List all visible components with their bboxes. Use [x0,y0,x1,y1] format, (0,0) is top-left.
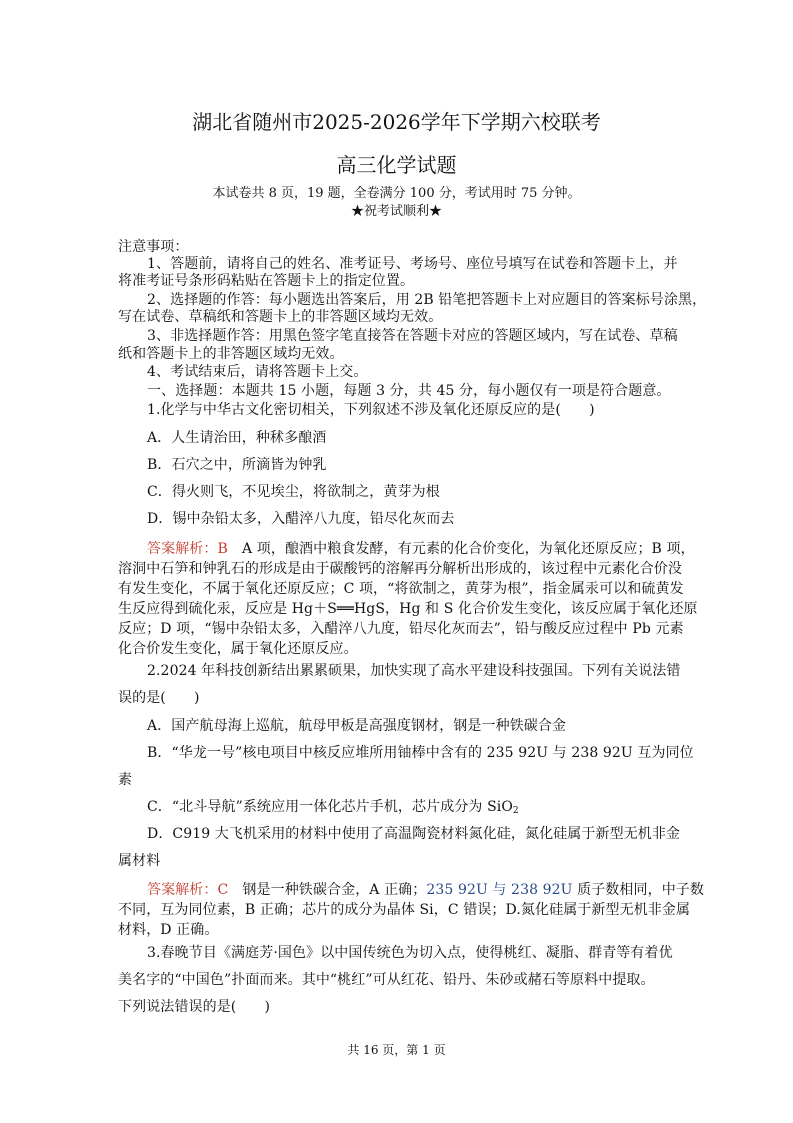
q3-stem-3: 下列说法错误的是( ) [118,999,271,1015]
q1-answer-line-1 [147,538,695,558]
exam-info: 本试卷共 8 页，19 题，全卷满分 100 分，考试用时 75 分钟。 [212,186,581,201]
note-3b: 纸和答题卡上的非答题区域均无效。 [118,346,344,362]
q2-answer-isotopes: 235 92U 与 238 92U [426,882,573,898]
q2-option-c [147,796,519,816]
q2-stem-2: 误的是( ) [118,690,200,706]
q3-stem-1: 3.春晚节目《满庭芳·国色》以中国传统色为切入点，使得桃红、凝脂、群青等有着优 [147,945,673,961]
q1-answer-line-5: 反应；D 项，“锡中杂铅太多，入醋淬八九度，铅尽化灰而去”，铅与酸反应过程中 Pb 元素 [118,621,684,637]
q2-answer-label: 答案解析：C [147,882,229,898]
section-heading: 一、选择题：本题共 15 小题，每题 3 分，共 45 分，每小题仅有一项是符合题意。 [147,383,671,399]
q2-option-a: A．国产航母海上巡航，航母甲板是高强度钢材，钢是一种铁碳合金 [147,718,567,734]
q1-answer-line-4: 生反应得到硫化汞，反应是 Hg＋S══HgS，Hg 和 S 化合价发生变化，该反应属于氧化还原 [118,601,698,617]
page-footer: 共 16 页，第 1 页 [347,1043,446,1057]
notes-heading: 注意事项： [118,239,189,255]
q2-option-b-2: 素 [118,772,133,788]
q1-answer-text-1: A 项，酿酒中粮食发酵，有元素的化合价变化，为氧化还原反应；B 项， [227,541,695,557]
note-1a: 1、答题前，请将自己的姓名、准考证号、考场号、座位号填写在试卷和答题卡上，并 [147,256,678,272]
q2-answer-text-1a: 钢是一种铁碳合金，A 正确； [228,882,427,898]
q1-answer-line-6: 化合价发生变化，属于氧化还原反应。 [118,641,358,657]
q1-stem: 1.化学与中华古文化密切相关，下列叙述不涉及氧化还原反应的是( ) [147,402,595,418]
exam-wish: ★祝考试顺利★ [350,204,442,219]
q3-stem-2: 美名字的“中国色”扑面而来。其中“桃红”可从红花、铅丹、朱砂或赭石等原料中提取。 [118,972,655,988]
note-2b: 写在试卷、草稿纸和答题卡上的非答题区域均无效。 [118,309,443,325]
note-3a: 3、非选择题作答：用黑色签字笔直接答在答题卡对应的答题区域内，写在试卷、草稿 [147,328,678,344]
note-1b: 将准考证号条形码粘贴在答题卡上的指定位置。 [118,273,415,289]
q1-option-b: B．石穴之中，所滴皆为钟乳 [147,457,327,473]
q1-answer-label: 答案解析：B [147,541,228,557]
q2-answer-line-2: 不同，互为同位素，B 正确；芯片的成分为晶体 Si，C 错误；D.氮化硅属于新型无机非金属 [118,902,691,918]
q2-option-d-1: D．C919 大飞机采用的材料中使用了高温陶瓷材料氮化硅，氮化硅属于新型无机非金 [147,826,681,842]
q2-option-d-2: 属材料 [118,853,161,869]
note-2a: 2、选择题的作答：每小题选出答案后，用 2B 铅笔把答题卡上对应题目的答案标号涂黑， [147,292,707,308]
q1-option-a: A．人生请治田，种秫多酿酒 [147,430,327,446]
q1-answer-line-3: 有发生变化，不属于氧化还原反应；C 项，“将欲制之，黄芽为根”，指金属汞可以和硫黄发 [118,581,684,597]
q2-answer-text-1c: 质子数相同，中子数 [572,882,704,898]
q2-answer-line-1 [147,879,704,899]
q1-option-c: C．得火则飞，不见埃尘，将欲制之，黄芽为根 [147,484,440,500]
q2-option-c-text: C．“北斗导航”系统应用一体化芯片手机，芯片成分为 SiO [147,799,513,815]
exam-subtitle: 高三化学试题 [336,153,457,177]
q2-option-c-subscript: 2 [512,806,519,816]
q2-answer-line-3: 材料，D 正确。 [118,922,219,938]
note-4: 4、考试结束后，请将答题卡上交。 [147,364,368,380]
q1-answer-line-2: 溶洞中石笋和钟乳石的形成是由于碳酸钙的溶解再分解析出形成的，该过程中元素化合价没 [118,561,682,577]
q1-option-d: D．锡中杂铅太多，入醋淬八九度，铅尽化灰而去 [147,511,455,527]
q2-option-b-1: B．“华龙一号”核电项目中核反应堆所用铀棒中含有的 235 92U 与 238 92U 互为同位 [147,745,694,761]
q2-stem-1: 2.2024 年科技创新结出累累硕果，加快实现了高水平建设科技强国。下列有关说法错 [147,663,681,679]
exam-title: 湖北省随州市2025-2026学年下学期六校联考 [192,110,601,134]
